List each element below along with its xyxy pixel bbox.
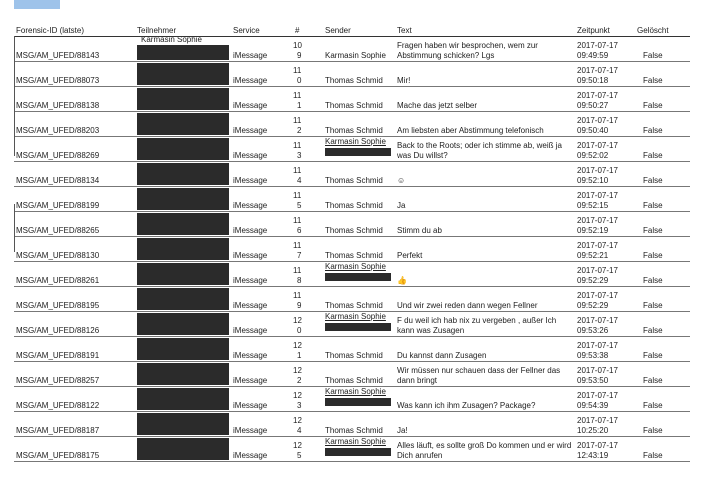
sender-redaction-block <box>325 148 391 156</box>
message-text: Wir müssen nur schauen dass der Fellner das dann bringt <box>397 366 561 385</box>
deleted-flag-cell: False <box>635 212 690 237</box>
timestamp-cell <box>575 112 635 137</box>
teilnehmer-cell <box>135 37 231 62</box>
col-header-text: Text <box>395 22 575 37</box>
sender-cell <box>323 187 395 212</box>
timestamp-cell <box>575 137 635 162</box>
message-text-cell <box>395 137 575 162</box>
deleted-flag-cell: False <box>635 312 690 337</box>
deleted-flag-cell: False <box>635 187 690 212</box>
message-number-tens: 11 <box>293 66 302 75</box>
table-row <box>14 162 690 187</box>
sender-redaction-block <box>325 398 391 406</box>
timestamp-cell <box>575 362 635 387</box>
message-number-units: 1 <box>297 101 302 110</box>
message-text: Und wir zwei reden dann wegen Fellner <box>397 301 538 310</box>
timestamp-time: 10:25:20 <box>577 426 609 435</box>
redaction-block <box>137 388 229 410</box>
sender-redaction-block <box>325 448 391 456</box>
timestamp-time: 09:52:10 <box>577 176 609 185</box>
forensic-id-cell: MSG/AM_UFED/88134 <box>14 162 135 187</box>
message-number-cell <box>289 212 323 237</box>
sender-name: Thomas Schmid <box>325 376 383 385</box>
message-number-tens: 11 <box>293 166 302 175</box>
sender-cell <box>323 237 395 262</box>
message-number-cell <box>289 262 323 287</box>
message-number-cell <box>289 187 323 212</box>
timestamp-time: 09:52:19 <box>577 226 609 235</box>
forensic-id-cell: MSG/AM_UFED/88257 <box>14 362 135 387</box>
timestamp-date: 2017-07-17 <box>577 316 618 325</box>
forensic-id-cell: MSG/AM_UFED/88073 <box>14 62 135 87</box>
timestamp-date: 2017-07-17 <box>577 41 618 50</box>
forensic-id-cell: MSG/AM_UFED/88143 <box>14 37 135 62</box>
message-number-cell <box>289 162 323 187</box>
table-body <box>14 37 690 462</box>
message-text: Ja! <box>397 426 408 435</box>
message-text: 👍 <box>397 276 407 285</box>
deleted-flag-cell: False <box>635 437 690 462</box>
timestamp-time: 09:53:26 <box>577 326 609 335</box>
teilnehmer-cell <box>135 387 231 412</box>
sender-name: Karmasin Sophie <box>325 51 386 60</box>
timestamp-cell <box>575 87 635 112</box>
col-header-service: Service <box>231 22 289 37</box>
message-number-tens: 11 <box>293 241 302 250</box>
sender-cell <box>323 387 395 412</box>
message-number-units: 0 <box>297 76 302 85</box>
table-row <box>14 37 690 62</box>
message-number-units: 2 <box>297 376 302 385</box>
forensic-id-cell: MSG/AM_UFED/88130 <box>14 237 135 262</box>
message-number-cell <box>289 337 323 362</box>
redaction-block <box>137 313 229 335</box>
timestamp-cell <box>575 387 635 412</box>
sender-cell <box>323 362 395 387</box>
message-number-cell <box>289 112 323 137</box>
teilnehmer-cell <box>135 87 231 112</box>
table-row <box>14 387 690 412</box>
message-text-cell <box>395 262 575 287</box>
sender-redaction-block <box>325 273 391 281</box>
message-number-tens: 12 <box>293 316 302 325</box>
redaction-block <box>137 45 229 60</box>
teilnehmer-cell <box>135 187 231 212</box>
teilnehmer-cell <box>135 62 231 87</box>
service-cell: iMessage <box>231 87 289 112</box>
sender-cell <box>323 62 395 87</box>
timestamp-time: 12:43:19 <box>577 451 609 460</box>
message-text: F du weil ich hab nix zu vergeben , außer Ich kann was Zusagen <box>397 316 557 335</box>
teilnehmer-cell <box>135 412 231 437</box>
message-number-tens: 12 <box>293 391 302 400</box>
sender-name: Thomas Schmid <box>325 351 383 360</box>
message-number-units: 4 <box>297 426 302 435</box>
message-text: Back to the Roots; oder ich stimme ab, weiß ja was Du willst? <box>397 141 562 160</box>
table-row <box>14 212 690 237</box>
timestamp-time: 09:49:59 <box>577 51 609 60</box>
sender-name: Thomas Schmid <box>325 176 383 185</box>
timestamp-time: 09:52:15 <box>577 201 609 210</box>
forensic-id-cell: MSG/AM_UFED/88199 <box>14 187 135 212</box>
forensic-id-cell: MSG/AM_UFED/88195 <box>14 287 135 312</box>
message-number-tens: 12 <box>293 366 302 375</box>
deleted-flag-cell: False <box>635 162 690 187</box>
message-number-cell <box>289 237 323 262</box>
message-number-tens: 11 <box>293 291 302 300</box>
message-number-tens: 10 <box>293 41 302 50</box>
col-header-forensic-id: Forensic-ID (latste) <box>14 22 135 37</box>
message-number-units: 6 <box>297 226 302 235</box>
message-text-cell <box>395 37 575 62</box>
deleted-flag-cell: False <box>635 112 690 137</box>
timestamp-cell <box>575 237 635 262</box>
message-text: Stimm du ab <box>397 226 442 235</box>
sender-name: Thomas Schmid <box>325 76 383 85</box>
service-cell: iMessage <box>231 187 289 212</box>
message-number-tens: 12 <box>293 341 302 350</box>
timestamp-cell <box>575 437 635 462</box>
sender-name: Karmasin Sophie <box>325 387 386 396</box>
timestamp-cell <box>575 262 635 287</box>
forensic-id-cell: MSG/AM_UFED/88187 <box>14 412 135 437</box>
sender-name: Thomas Schmid <box>325 201 383 210</box>
message-number-tens: 12 <box>293 416 302 425</box>
sender-name: Thomas Schmid <box>325 101 383 110</box>
service-cell: iMessage <box>231 287 289 312</box>
deleted-flag-cell: False <box>635 237 690 262</box>
message-number-tens: 11 <box>293 191 302 200</box>
message-number-cell <box>289 312 323 337</box>
service-cell: iMessage <box>231 337 289 362</box>
sender-cell <box>323 437 395 462</box>
teilnehmer-cell <box>135 437 231 462</box>
teilnehmer-cell <box>135 112 231 137</box>
teilnehmer-cell <box>135 212 231 237</box>
timestamp-time: 09:52:29 <box>577 301 609 310</box>
redaction-block <box>137 263 229 285</box>
sender-name: Thomas Schmid <box>325 251 383 260</box>
message-number-tens: 11 <box>293 216 302 225</box>
message-log-document <box>14 22 690 462</box>
sender-cell <box>323 412 395 437</box>
message-number-cell <box>289 437 323 462</box>
message-number-tens: 11 <box>293 91 302 100</box>
sender-name: Thomas Schmid <box>325 426 383 435</box>
message-text-cell <box>395 337 575 362</box>
sender-name: Karmasin Sophie <box>325 262 386 271</box>
timestamp-date: 2017-07-17 <box>577 366 618 375</box>
timestamp-time: 09:52:29 <box>577 276 609 285</box>
message-text-cell <box>395 212 575 237</box>
sender-redaction-block <box>325 323 391 331</box>
timestamp-date: 2017-07-17 <box>577 341 618 350</box>
service-cell: iMessage <box>231 112 289 137</box>
table-row <box>14 362 690 387</box>
sender-cell <box>323 312 395 337</box>
message-number-tens: 11 <box>293 116 302 125</box>
timestamp-date: 2017-07-17 <box>577 216 618 225</box>
teilnehmer-name: Karmasin Sophie <box>141 36 202 44</box>
sender-cell <box>323 262 395 287</box>
timestamp-time: 09:52:02 <box>577 151 609 160</box>
teilnehmer-cell <box>135 337 231 362</box>
sender-cell <box>323 37 395 62</box>
forensic-id-cell: MSG/AM_UFED/88265 <box>14 212 135 237</box>
deleted-flag-cell: False <box>635 137 690 162</box>
message-number-units: 4 <box>297 176 302 185</box>
timestamp-cell <box>575 62 635 87</box>
col-header-sender: Sender <box>323 22 395 37</box>
table-row <box>14 312 690 337</box>
service-cell: iMessage <box>231 212 289 237</box>
message-number-tens: 12 <box>293 441 302 450</box>
message-text: Perfekt <box>397 251 423 260</box>
header-tab-marker <box>14 0 60 9</box>
forensic-id-cell: MSG/AM_UFED/88203 <box>14 112 135 137</box>
message-text: Am liebsten aber Abstimmung telefonisch <box>397 126 544 135</box>
left-border-rule <box>14 36 15 156</box>
col-header-num: # <box>289 22 323 37</box>
timestamp-cell <box>575 312 635 337</box>
message-text: Ja <box>397 201 406 210</box>
left-border-rule <box>14 204 15 252</box>
timestamp-date: 2017-07-17 <box>577 416 618 425</box>
redaction-block <box>137 63 229 85</box>
service-cell: iMessage <box>231 312 289 337</box>
message-text-cell <box>395 237 575 262</box>
timestamp-date: 2017-07-17 <box>577 291 618 300</box>
deleted-flag-cell: False <box>635 337 690 362</box>
col-header-teilnehmer: Teilnehmer <box>135 22 231 37</box>
table-row <box>14 87 690 112</box>
forensic-id-cell: MSG/AM_UFED/88138 <box>14 87 135 112</box>
redaction-block <box>137 113 229 135</box>
message-text: Du kannst dann Zusagen <box>397 351 487 360</box>
sender-name: Karmasin Sophie <box>325 437 386 446</box>
deleted-flag-cell: False <box>635 362 690 387</box>
service-cell: iMessage <box>231 62 289 87</box>
teilnehmer-cell <box>135 237 231 262</box>
timestamp-cell <box>575 412 635 437</box>
teilnehmer-cell <box>135 312 231 337</box>
service-cell: iMessage <box>231 437 289 462</box>
message-number-units: 5 <box>297 201 302 210</box>
forensic-id-cell: MSG/AM_UFED/88175 <box>14 437 135 462</box>
redaction-block <box>137 288 229 310</box>
message-text-cell <box>395 312 575 337</box>
deleted-flag-cell: False <box>635 387 690 412</box>
redaction-block <box>137 238 229 260</box>
message-number-units: 7 <box>297 251 302 260</box>
message-text: Was kann ich ihm Zusagen? Package? <box>397 401 536 410</box>
message-text-cell <box>395 112 575 137</box>
timestamp-cell <box>575 212 635 237</box>
message-number-units: 5 <box>297 451 302 460</box>
message-number-units: 8 <box>297 276 302 285</box>
sender-name: Karmasin Sophie <box>325 137 386 146</box>
deleted-flag-cell: False <box>635 37 690 62</box>
table-row <box>14 237 690 262</box>
message-text: Mir! <box>397 76 411 85</box>
message-text-cell <box>395 387 575 412</box>
sender-cell <box>323 287 395 312</box>
message-number-tens: 11 <box>293 266 302 275</box>
timestamp-cell <box>575 187 635 212</box>
sender-cell <box>323 212 395 237</box>
sender-cell <box>323 162 395 187</box>
message-text-cell <box>395 162 575 187</box>
deleted-flag-cell: False <box>635 412 690 437</box>
message-text: ☺ <box>397 176 406 185</box>
timestamp-date: 2017-07-17 <box>577 141 618 150</box>
message-number-units: 0 <box>297 326 302 335</box>
timestamp-date: 2017-07-17 <box>577 91 618 100</box>
sender-cell <box>323 112 395 137</box>
teilnehmer-cell <box>135 262 231 287</box>
deleted-flag-cell: False <box>635 62 690 87</box>
message-number-cell <box>289 37 323 62</box>
redaction-block <box>137 438 229 460</box>
message-number-units: 2 <box>297 126 302 135</box>
message-number-cell <box>289 387 323 412</box>
col-header-zeitpunkt: Zeitpunkt <box>575 22 635 37</box>
message-text-cell <box>395 437 575 462</box>
table-header-row <box>14 22 690 37</box>
forensic-id-cell: MSG/AM_UFED/88191 <box>14 337 135 362</box>
timestamp-date: 2017-07-17 <box>577 441 618 450</box>
redaction-block <box>137 138 229 160</box>
message-number-cell <box>289 362 323 387</box>
forensic-id-cell: MSG/AM_UFED/88122 <box>14 387 135 412</box>
table-row <box>14 62 690 87</box>
message-text-cell <box>395 362 575 387</box>
message-text-cell <box>395 287 575 312</box>
message-text: Mache das jetzt selber <box>397 101 478 110</box>
timestamp-time: 09:52:21 <box>577 251 609 260</box>
message-number-units: 9 <box>297 51 302 60</box>
service-cell: iMessage <box>231 162 289 187</box>
service-cell: iMessage <box>231 362 289 387</box>
col-header-geloescht: Gelöscht <box>635 22 690 37</box>
deleted-flag-cell: False <box>635 287 690 312</box>
table-row <box>14 187 690 212</box>
timestamp-time: 09:50:40 <box>577 126 609 135</box>
sender-name: Thomas Schmid <box>325 226 383 235</box>
timestamp-date: 2017-07-17 <box>577 241 618 250</box>
message-number-cell <box>289 412 323 437</box>
teilnehmer-cell <box>135 137 231 162</box>
timestamp-date: 2017-07-17 <box>577 266 618 275</box>
sender-cell <box>323 337 395 362</box>
forensic-id-cell: MSG/AM_UFED/88261 <box>14 262 135 287</box>
table-row <box>14 137 690 162</box>
table-row <box>14 437 690 462</box>
message-text-cell <box>395 412 575 437</box>
timestamp-time: 09:50:27 <box>577 101 609 110</box>
sender-name: Thomas Schmid <box>325 126 383 135</box>
service-cell: iMessage <box>231 262 289 287</box>
timestamp-date: 2017-07-17 <box>577 66 618 75</box>
deleted-flag-cell: False <box>635 87 690 112</box>
message-number-units: 1 <box>297 351 302 360</box>
message-text-cell <box>395 187 575 212</box>
sender-cell <box>323 87 395 112</box>
timestamp-date: 2017-07-17 <box>577 166 618 175</box>
service-cell: iMessage <box>231 412 289 437</box>
teilnehmer-cell <box>135 287 231 312</box>
redaction-block <box>137 413 229 435</box>
message-text: Fragen haben wir besprochen, wem zur Abstimmung schicken? Lgs <box>397 41 538 60</box>
message-number-units: 3 <box>297 401 302 410</box>
service-cell: iMessage <box>231 237 289 262</box>
message-number-units: 9 <box>297 301 302 310</box>
table-row <box>14 287 690 312</box>
timestamp-cell <box>575 37 635 62</box>
timestamp-time: 09:54:39 <box>577 401 609 410</box>
message-number-cell <box>289 287 323 312</box>
timestamp-time: 09:53:50 <box>577 376 609 385</box>
timestamp-time: 09:50:18 <box>577 76 609 85</box>
redaction-block <box>137 213 229 235</box>
timestamp-date: 2017-07-17 <box>577 191 618 200</box>
timestamp-cell <box>575 287 635 312</box>
timestamp-cell <box>575 162 635 187</box>
redaction-block <box>137 163 229 185</box>
teilnehmer-cell <box>135 362 231 387</box>
message-number-cell <box>289 62 323 87</box>
message-text: Alles läuft, es sollte groß Do kommen und er wird Dich anrufen <box>397 441 572 460</box>
redaction-block <box>137 88 229 110</box>
timestamp-date: 2017-07-17 <box>577 116 618 125</box>
message-table <box>14 22 690 462</box>
service-cell: iMessage <box>231 137 289 162</box>
table-row <box>14 337 690 362</box>
message-text-cell <box>395 87 575 112</box>
sender-name: Thomas Schmid <box>325 301 383 310</box>
timestamp-date: 2017-07-17 <box>577 391 618 400</box>
message-number-cell <box>289 137 323 162</box>
teilnehmer-cell <box>135 162 231 187</box>
forensic-id-cell: MSG/AM_UFED/88269 <box>14 137 135 162</box>
redaction-block <box>137 338 229 360</box>
message-number-cell <box>289 87 323 112</box>
redaction-block <box>137 188 229 210</box>
sender-cell <box>323 137 395 162</box>
table-row <box>14 112 690 137</box>
service-cell: iMessage <box>231 387 289 412</box>
message-number-tens: 11 <box>293 141 302 150</box>
forensic-id-cell: MSG/AM_UFED/88126 <box>14 312 135 337</box>
timestamp-time: 09:53:38 <box>577 351 609 360</box>
table-row <box>14 262 690 287</box>
message-text-cell <box>395 62 575 87</box>
sender-name: Karmasin Sophie <box>325 312 386 321</box>
table-row <box>14 412 690 437</box>
timestamp-cell <box>575 337 635 362</box>
deleted-flag-cell: False <box>635 262 690 287</box>
redaction-block <box>137 363 229 385</box>
message-number-units: 3 <box>297 151 302 160</box>
service-cell: iMessage <box>231 37 289 62</box>
